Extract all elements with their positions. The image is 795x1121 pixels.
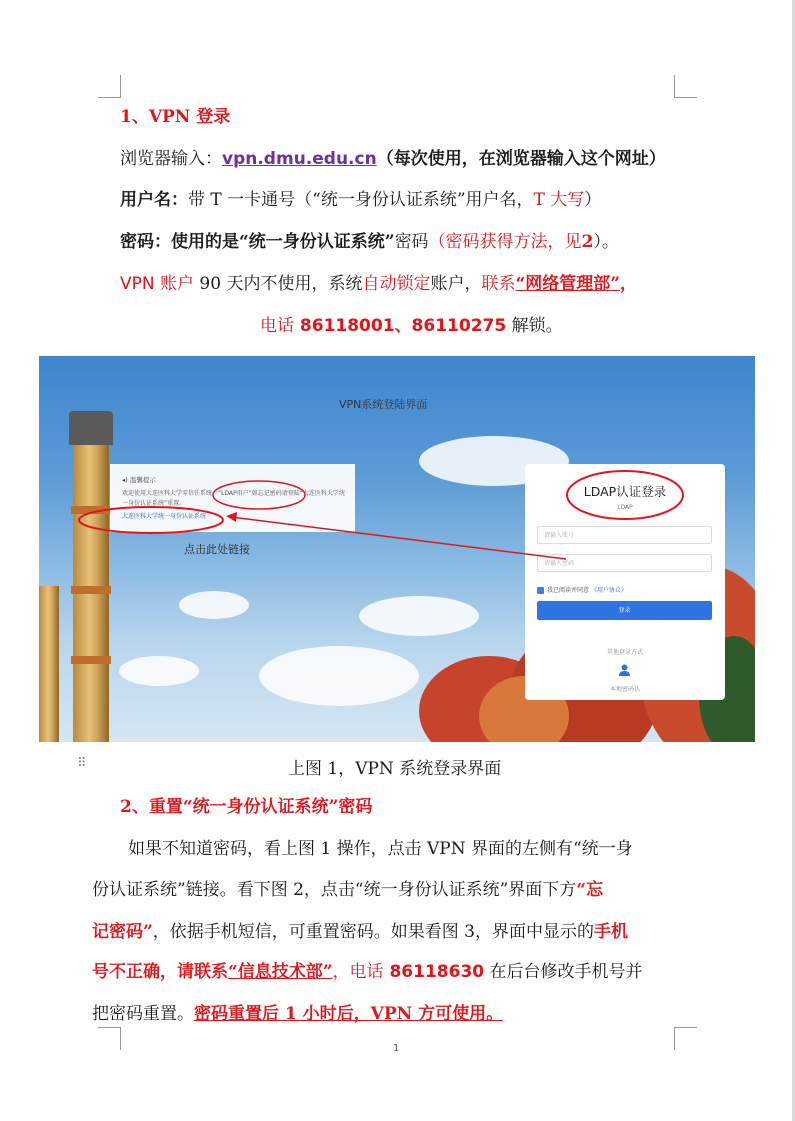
pointer-arrow [231, 517, 566, 559]
margin-mark-top-left [98, 75, 121, 98]
browser-label: 浏览器输入： [120, 149, 222, 169]
click-hint: 点击此处链接 [184, 543, 250, 556]
phone-number-2: 86118630 [383, 962, 485, 982]
password-input[interactable]: 请输入密码 [537, 554, 712, 572]
lock-account: 账户， [430, 274, 482, 294]
annotation-layer [39, 356, 755, 742]
lock-comma: ， [620, 274, 638, 294]
p3-text: ，依据手机短信，可重置密码。如果看图 3，界面中显示的 [152, 922, 594, 942]
figure-caption: 上图 1，VPN 系统登录界面 [288, 759, 502, 779]
other-methods: 其他登录方式 [606, 649, 643, 656]
paragraph-line-3 [92, 920, 628, 944]
highlight-link-ellipse [79, 507, 223, 533]
page-number: 1 [393, 1043, 400, 1054]
speaker-icon: ◂) [122, 476, 128, 484]
paragraph-line-4 [92, 960, 643, 984]
phone-line [260, 314, 563, 338]
margin-mark-bottom-right [674, 1027, 697, 1050]
password-label: 密码：使用的是 [120, 232, 239, 252]
notice-body: 欢迎使用大连医科大学零信任系统，“LDAP用户”如忘记密码请登陆“大连医科大学统一身份认证系统”重置。 [122, 490, 345, 507]
network-dept: “网络管理部” [515, 274, 621, 294]
paren-close: ） [584, 190, 602, 210]
paragraph-line-2 [92, 878, 603, 902]
lock-auto: 自动锁定 [362, 274, 431, 294]
forgot-password-a: “忘 [576, 880, 604, 900]
username-line [120, 188, 601, 212]
p2-text: 份认证系统”链接。看下图 2，点击“统一身份认证系统”界面下方 [92, 880, 577, 900]
password-note-close: ）。 [593, 232, 619, 252]
it-dept: “信息技术部” [228, 962, 333, 982]
lock-contact: 联系 [481, 274, 516, 294]
account-input[interactable]: 请输入账号 [537, 526, 712, 544]
arrow-head [226, 512, 237, 522]
url-note: （每次使用，在浏览器输入这个网址） [376, 149, 666, 169]
section2-heading: 2、重置“统一身份认证系统”密码 [120, 797, 373, 817]
vpn-login-screenshot [39, 356, 755, 742]
reset-wait-note: 密码重置后 1 小时后，VPN 方可使用。 [194, 1004, 504, 1024]
login-title: LDAP认证登录 [583, 484, 667, 499]
paragraph-line-5 [92, 1002, 503, 1026]
lock-days: 90 天内不使用，系统 [194, 274, 363, 294]
p4-tail: 在后台修改手机号并 [484, 962, 643, 982]
username-label: 用户名： [120, 190, 188, 210]
phone-word: 手机 [594, 922, 628, 942]
screenshot-title: VPN系统登陆界面 [339, 398, 428, 411]
password-note-num: 2 [581, 232, 594, 252]
highlight-title-ellipse [567, 471, 683, 519]
vpn-url-link[interactable]: vpn.dmu.edu.cn [222, 149, 377, 169]
login-subtitle: LDAP [617, 504, 633, 511]
local-password-label: 本地密码认 [609, 686, 640, 693]
p5-text: 把密码重置。 [92, 1004, 194, 1024]
lock-vpn-account: VPN 账户 [120, 274, 195, 294]
password-line [120, 230, 619, 254]
margin-mark-bottom-left [98, 1027, 121, 1050]
notice-title-text: 温馨提示 [129, 476, 156, 484]
agree-text: 我已阅读并同意 [547, 587, 590, 594]
username-uppercase-note: T 大写 [533, 190, 585, 210]
notice-auth-link[interactable]: 大连医科大学统一身份认证系统 [122, 513, 207, 520]
phone-label-2: ，电话 [332, 962, 384, 982]
forgot-password-b: 记密码” [92, 922, 153, 942]
lock-line [120, 272, 637, 296]
drag-handle-icon[interactable]: ⠿ [77, 756, 87, 771]
user-agreement-link[interactable]: 《用户协议》 [590, 587, 627, 594]
phone-label: 电话 [260, 316, 294, 336]
margin-mark-top-right [674, 75, 697, 98]
username-text: 带 T 一卡通号（“统一身份认证系统”用户名， [188, 190, 534, 210]
phone-incorrect: 号不正确，请联系 [92, 962, 228, 982]
paragraph-line-1: 如果不知道密码，看上图 1 操作，点击 VPN 界面的左侧有“统一身 [128, 839, 633, 859]
phone-tail: 解锁。 [506, 316, 563, 336]
password-note: （密码获得方法，见 [428, 232, 582, 252]
highlight-ldap-ellipse [213, 481, 305, 509]
login-button[interactable]: 登录 [537, 601, 712, 620]
password-system: “统一身份认证系统” [239, 232, 395, 252]
password-text: 密码 [394, 232, 429, 252]
phone-numbers: 86118001、86110275 [294, 316, 507, 336]
section1-heading: 1、VPN 登录 [120, 107, 231, 127]
url-line [120, 147, 666, 171]
